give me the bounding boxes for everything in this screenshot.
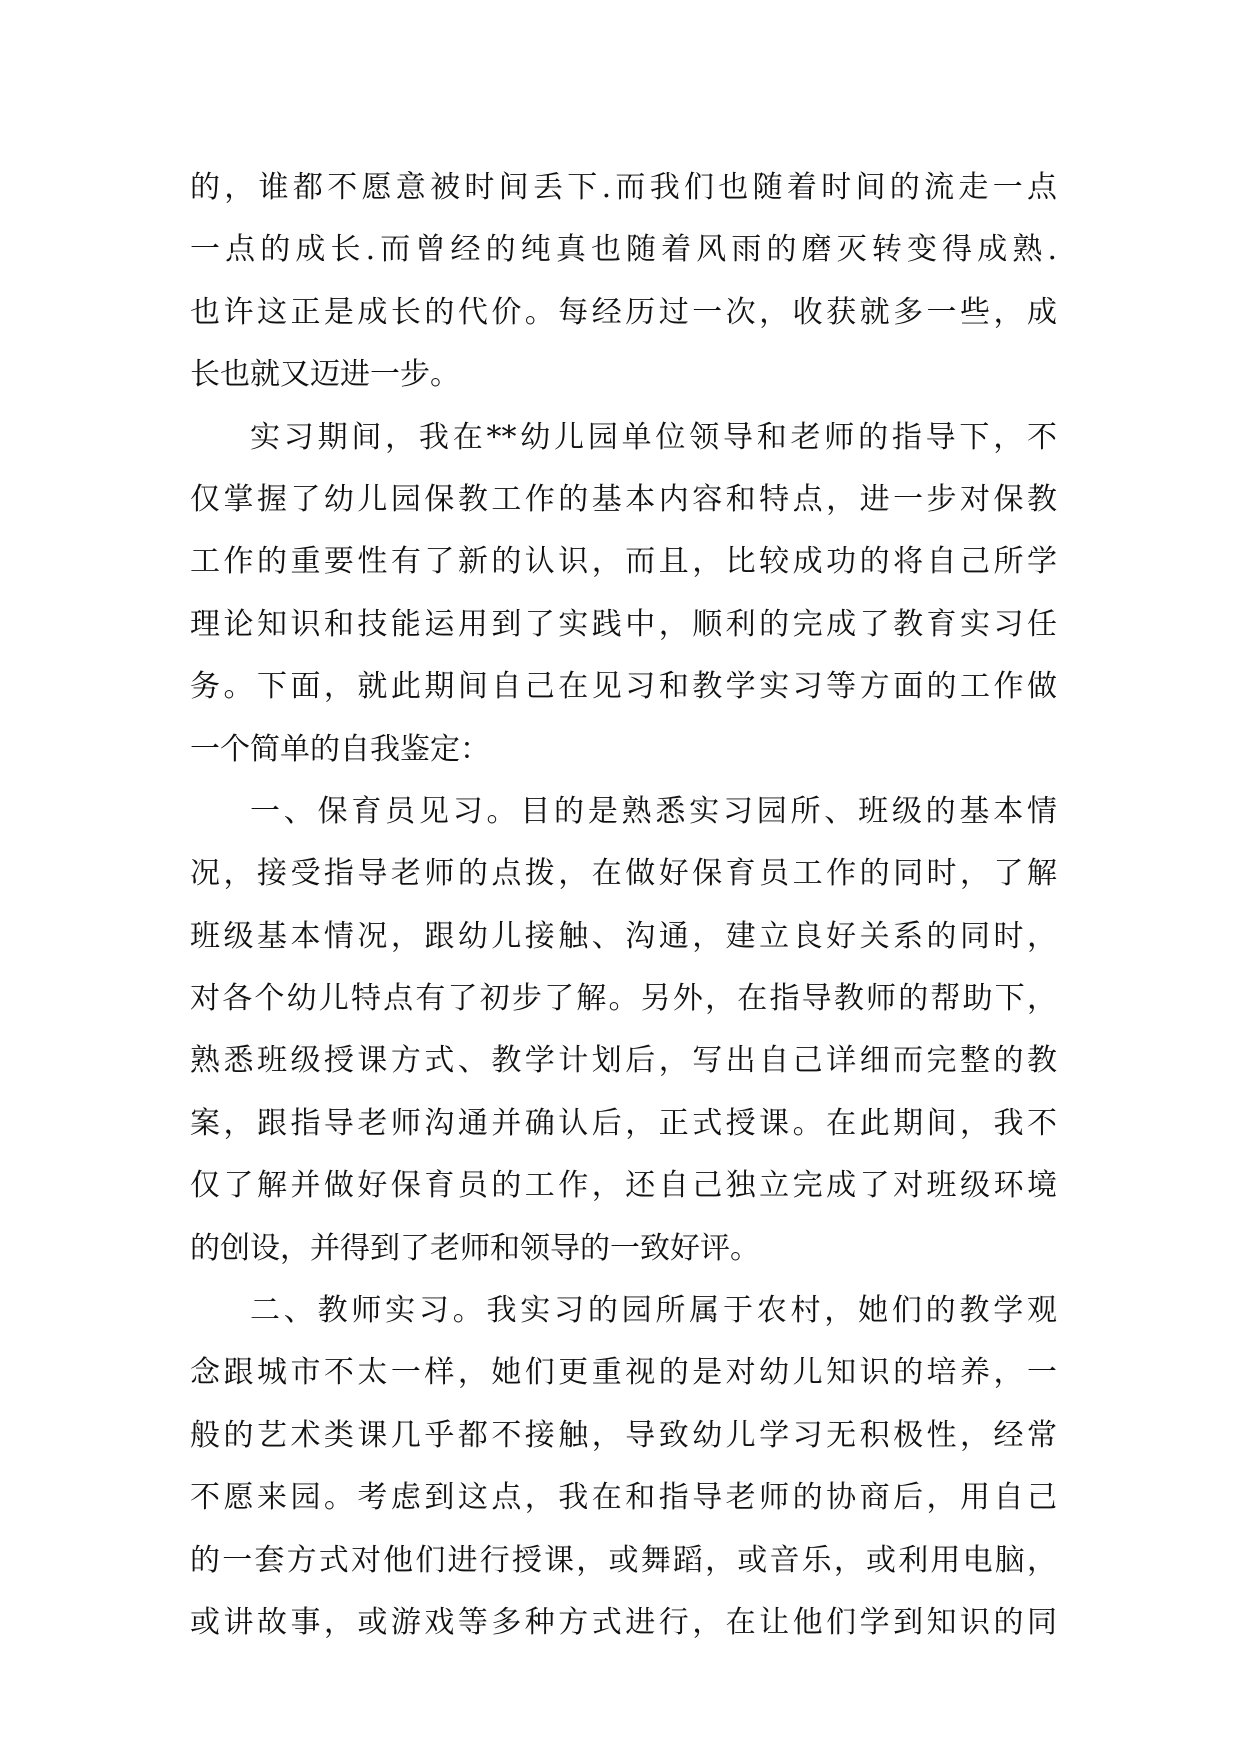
text-line: 理论知识和技能运用到了实践中，顺利的完成了教育实习任: [190, 606, 1057, 642]
text-line: 对各个幼儿特点有了初步了解。另外，在指导教师的帮助下，: [190, 981, 1057, 1017]
text-line: 仅掌握了幼儿园保教工作的基本内容和特点，进一步对保教: [190, 481, 1057, 517]
paragraph-internship-overview: [190, 407, 1057, 781]
text-line: 的一套方式对他们进行授课，或舞蹈，或音乐，或利用电脑，: [190, 1542, 1057, 1578]
text-line: 一点的成长.而曾经的纯真也随着风雨的磨灭转变得成熟.: [190, 232, 1057, 268]
paragraph-teacher-internship: [190, 1280, 1057, 1654]
paragraph-nursery-assistant-observation: [190, 781, 1057, 1280]
text-line: 务。下面，就此期间自己在见习和教学实习等方面的工作做: [190, 669, 1057, 705]
text-line: 案，跟指导老师沟通并确认后，正式授课。在此期间，我不: [190, 1105, 1057, 1141]
text-line: 一、保育员见习。目的是熟悉实习园所、班级的基本情: [250, 793, 1057, 829]
text-line: 班级基本情况，跟幼儿接触、沟通，建立良好关系的同时，: [190, 918, 1057, 954]
text-line: 一个简单的自我鉴定：: [190, 731, 490, 767]
text-line: 仅了解并做好保育员的工作，还自己独立完成了对班级环境: [190, 1168, 1057, 1204]
paragraph-intro-continued: [190, 157, 1057, 407]
text-line: 工作的重要性有了新的认识，而且，比较成功的将自己所学: [190, 544, 1057, 580]
text-line: 的，谁都不愿意被时间丢下.而我们也随着时间的流走一点: [190, 170, 1057, 205]
body-text: [190, 157, 1057, 1654]
text-line: 也许这正是成长的代价。每经历过一次，收获就多一些，成: [190, 294, 1057, 330]
text-line: 念跟城市不太一样，她们更重视的是对幼儿知识的培养，一: [190, 1355, 1057, 1391]
text-line: 熟悉班级授课方式、教学计划后，写出自己详细而完整的教: [190, 1043, 1057, 1079]
text-line: 况，接受指导老师的点拨，在做好保育员工作的同时，了解: [190, 856, 1057, 892]
text-line: 或讲故事，或游戏等多种方式进行，在让他们学到知识的同: [190, 1604, 1057, 1640]
text-line: 长也就又迈进一步。: [190, 357, 460, 393]
text-line: 二、教师实习。我实习的园所属于农村，她们的教学观: [250, 1293, 1057, 1329]
text-line: 不愿来园。考虑到这点，我在和指导老师的协商后，用自己: [190, 1480, 1057, 1516]
text-line: 般的艺术类课几乎都不接触，导致幼儿学习无积极性，经常: [190, 1417, 1057, 1453]
text-line: 实习期间，我在**幼儿园单位领导和老师的指导下，不: [250, 419, 1057, 455]
text-line: 的创设，并得到了老师和领导的一致好评。: [190, 1230, 760, 1266]
